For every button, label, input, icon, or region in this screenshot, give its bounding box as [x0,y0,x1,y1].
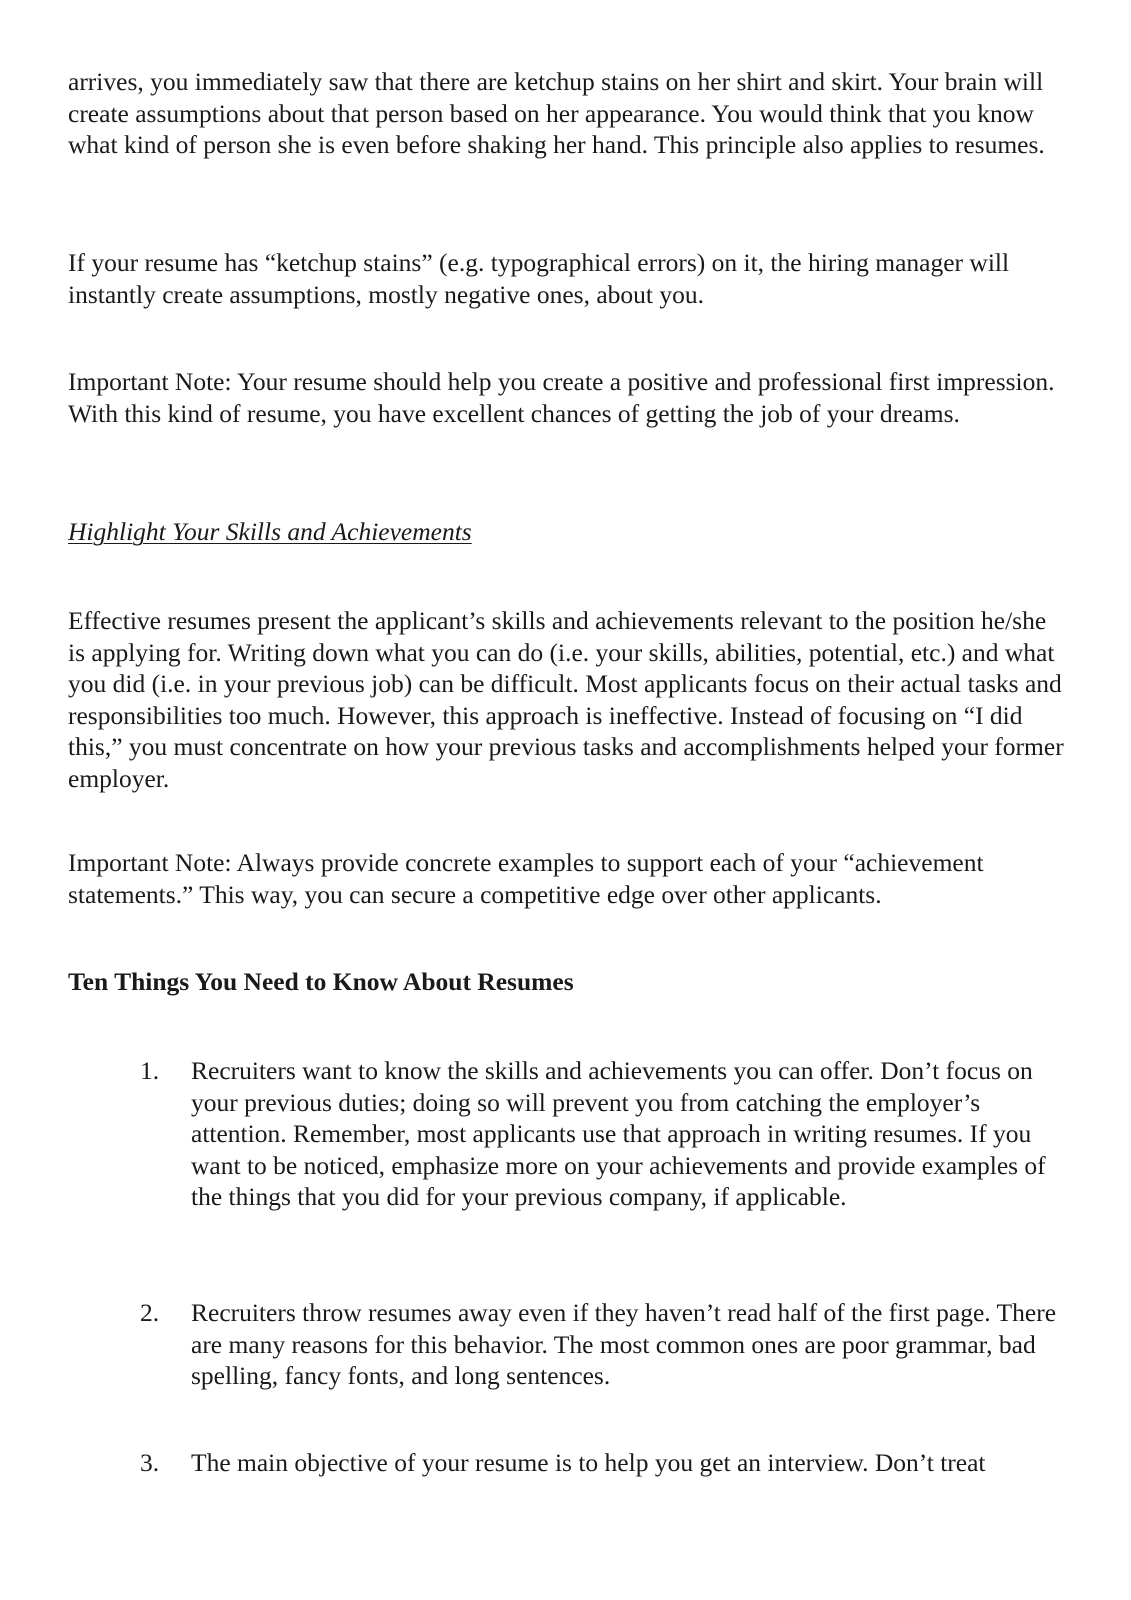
list-item-text: Recruiters want to know the skills and achievements you can offer. Don’t focus on your previous duties; doing so will prevent you from catching the employer’s attention. Remember, most applicants use that approach in writing resumes. If you want to be noticed, emphasize more on your achievements and provide examples of the things that you did for your previous company, if applicable. [191,1056,1046,1211]
paragraph-first-impression: arrives, you immediately saw that there are ketchup stains on her shirt and skirt. Your brain will create assumptions about that person based on her appearance. You would think that you know what kind of person she is even before shaking her hand. This principle also applies to resumes. [68,67,1045,159]
list-item-number: 2. [140,1298,160,1327]
section-heading-ten-things: Ten Things You Need to Know About Resumes [68,967,574,996]
list-item-text: The main objective of your resume is to help you get an interview. Don’t treat [191,1448,986,1477]
list-item-number: 3. [140,1448,160,1477]
paragraph-important-note-examples: Important Note: Always provide concrete examples to support each of your “achievement statements.” This way, you can secure a competitive edge over other applicants. [68,848,984,909]
paragraph-effective-resumes: Effective resumes present the applicant’s skills and achievements relevant to the position he/she is applying for. Writing down what you can do (i.e. your skills, abilities, potential, etc.) and what you did (i.e. in your previous job) can be difficult. Most applicants focus on their actual tasks and responsibilities too much. However, this approach is ineffective. Instead of focusing on “I did this,” you must concentrate on how your previous tasks and accomplishments helped your former employer. [68,606,1064,793]
paragraph-important-note-impression: Important Note: Your resume should help you create a positive and professional first impression. With this kind of resume, you have excellent chances of getting the job of your dreams. [68,367,1055,428]
list-item-number: 1. [140,1056,160,1085]
paragraph-ketchup-stains: If your resume has “ketchup stains” (e.g. typographical errors) on it, the hiring manager will instantly create assumptions, mostly negative ones, about you. [68,248,1010,309]
subheading-highlight-skills: Highlight Your Skills and Achievements [68,517,472,546]
list-item-text: Recruiters throw resumes away even if they haven’t read half of the first page. There are many reasons for this behavior. The most common ones are poor grammar, bad spelling, fancy fonts, and long sentences. [191,1298,1057,1390]
